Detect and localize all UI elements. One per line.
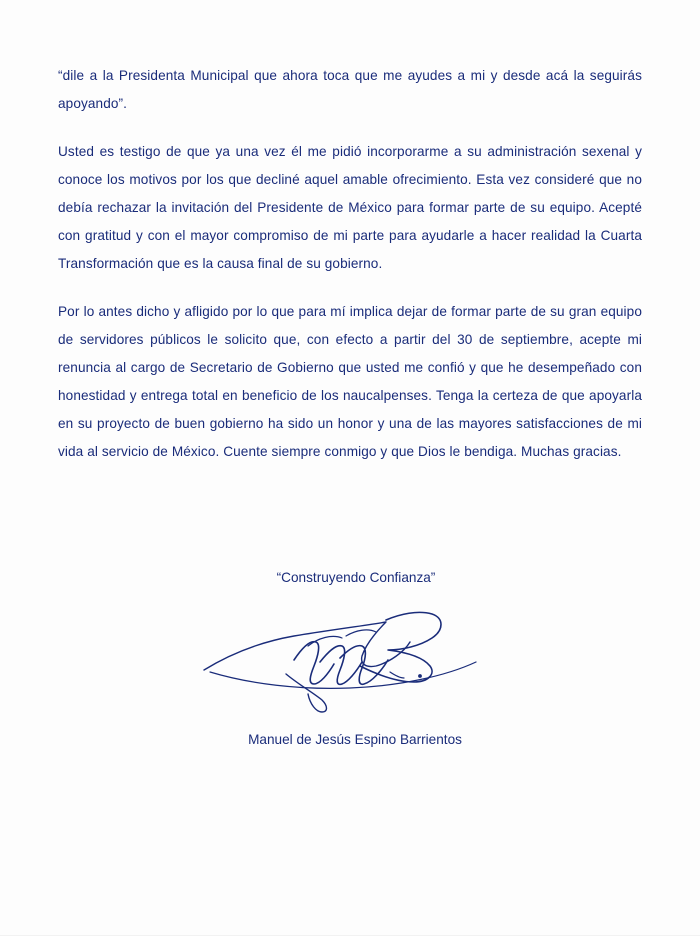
closing-block	[58, 566, 642, 747]
paragraph-quote: “dile a la Presidenta Municipal que ahora toca que me ayudes a mi y desde acá la seguirás apoyando”.	[58, 68, 642, 111]
handwritten-signature-icon	[190, 596, 510, 716]
signature-area	[58, 602, 642, 747]
letter-body	[58, 62, 642, 466]
closing-motto: “Construyendo Confianza”	[276, 570, 436, 585]
paragraph-resignation: Por lo antes dicho y afligido por lo que para mí implica dejar de formar parte de su gran equipo de servidores públicos le solicito que, con efecto a partir del 30 de septiembre, acepte mi renuncia al cargo de Secretario de Gobierno que usted me confió y que he desempeñado con honestidad y entrega total en beneficio de los naucalpenses. Tenga la certeza de que apoyarla en su proyecto de buen gobierno ha sido un honor y una de las mayores satisfacciones de mi vida al servicio de México. Cuente siempre conmigo y que Dios le bendiga. Muchas gracias.	[58, 304, 642, 459]
paragraph-context: Usted es testigo de que ya una vez él me pidió incorporarme a su administración sexenal y conoce los motivos por los que decliné aquel amable ofrecimiento. Esta vez consideré que no debía rechazar la invitación del Presidente de México para formar parte de su equipo. Acepté con gratitud y con el mayor compromiso de mi parte para ayudarle a hacer realidad la Cuarta Transformación que es la causa final de su gobierno.	[58, 144, 642, 271]
signer-name: Manuel de Jesús Espino Barrientos	[248, 732, 462, 747]
